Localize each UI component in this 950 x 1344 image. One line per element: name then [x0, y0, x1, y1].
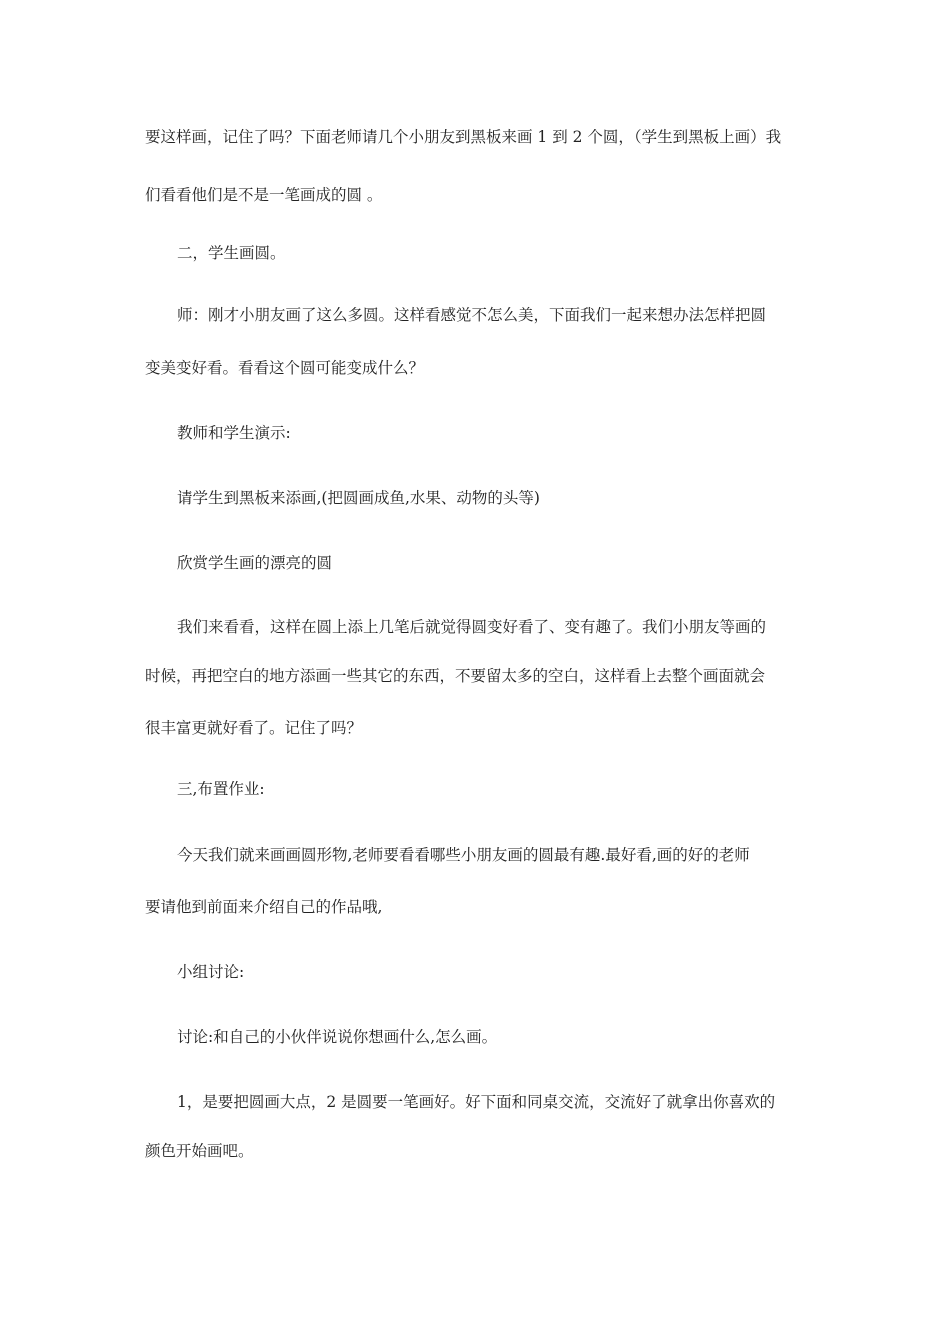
- paragraph-5-line-1: 我们来看看，这样在圆上添上几笔后就觉得圆变好看了、变有趣了。我们小朋友等画的: [177, 618, 767, 636]
- demo-heading: 教师和学生演示:: [177, 424, 291, 442]
- paragraph-8-line-2: 颜色开始画吧。: [145, 1142, 254, 1160]
- paragraph-7: 讨论:和自己的小伙伴说说你想画什么,怎么画。: [177, 1028, 498, 1046]
- paragraph-6-line-1: 今天我们就来画画圆形物,老师要看看哪些小朋友画的圆最有趣.最好看,画的好的老师: [177, 846, 750, 864]
- section-heading-2: 二，学生画圆。: [177, 244, 286, 262]
- paragraph-5-line-2: 时候，再把空白的地方添画一些其它的东西，不要留太多的空白，这样看上去整个画面就会: [145, 667, 766, 685]
- paragraph-1-line-2: 们看看他们是不是一笔画成的圆 。: [145, 186, 383, 204]
- paragraph-4: 欣赏学生画的漂亮的圆: [177, 554, 333, 572]
- paragraph-5-line-3: 很丰富更就好看了。记住了吗？: [145, 719, 363, 737]
- paragraph-8-line-1: 1，是要把圆画大点，2 是圆要一笔画好。好下面和同桌交流，交流好了就拿出你喜欢的: [177, 1093, 776, 1111]
- paragraph-2-line-2: 变美变好看。看看这个圆可能变成什么？: [145, 359, 425, 377]
- section-heading-3: 三,布置作业:: [177, 780, 265, 798]
- paragraph-3: 请学生到黑板来添画,(把圆画成鱼,水果、动物的头等): [177, 489, 540, 507]
- group-discussion-heading: 小组讨论:: [177, 963, 245, 981]
- paragraph-1-line-1: 要这样画，记住了吗？下面老师请几个小朋友到黑板来画 1 到 2 个圆，（学生到黑板上画）我: [145, 128, 782, 146]
- paragraph-6-line-2: 要请他到前面来介绍自己的作品哦,: [145, 898, 383, 916]
- paragraph-2-line-1: 师：刚才小朋友画了这么多圆。这样看感觉不怎么美，下面我们一起来想办法怎样把圆: [177, 306, 767, 324]
